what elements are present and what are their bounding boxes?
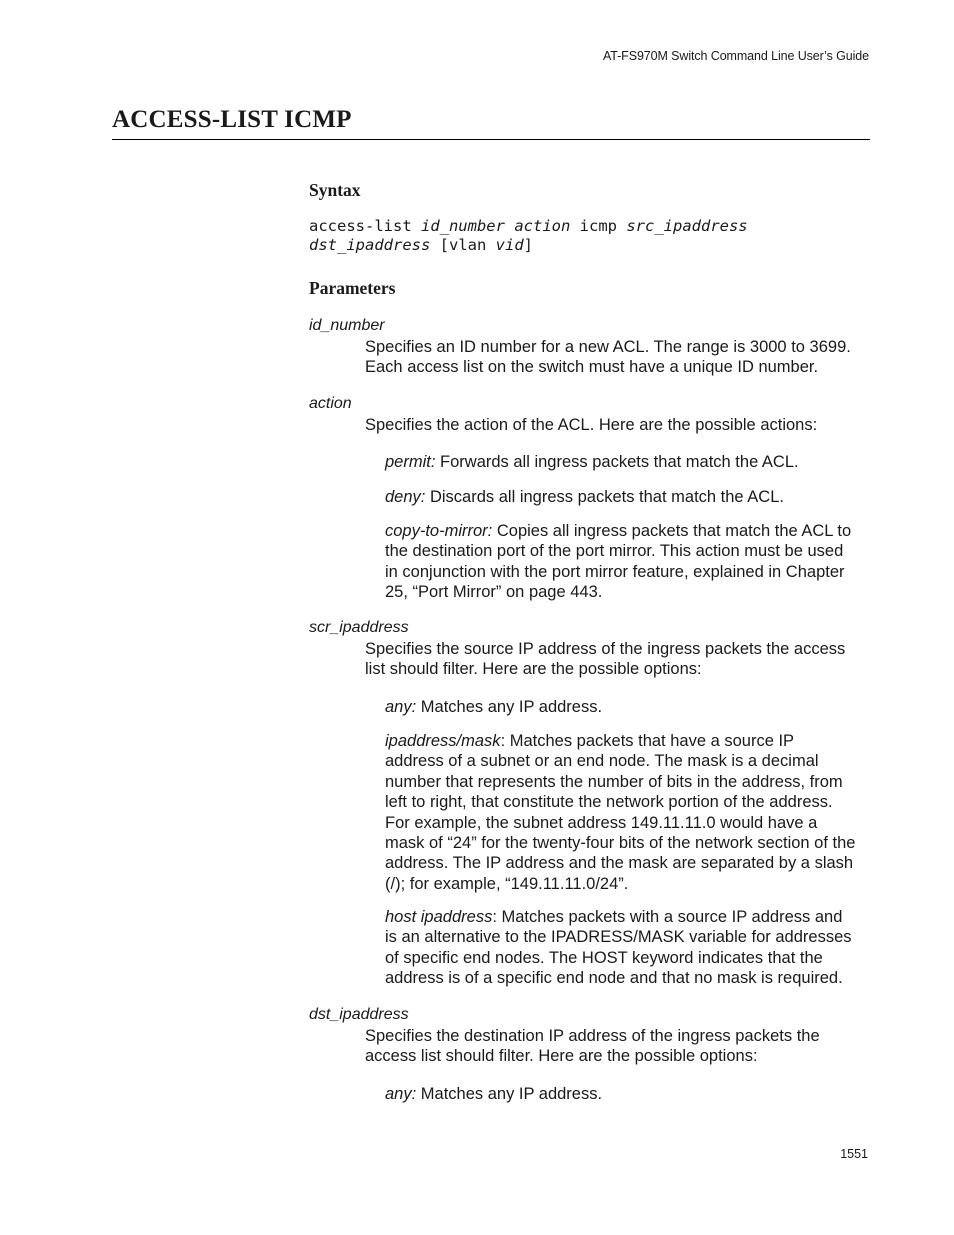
syntax-keyword: [vlan — [430, 236, 496, 254]
option-label: ipaddress/mask — [385, 732, 501, 750]
param-desc-dst-ipaddress — [365, 1026, 870, 1067]
syntax-keyword: ] — [523, 236, 533, 254]
title-divider — [112, 139, 870, 140]
param-term-id-number: id_number — [309, 317, 385, 334]
option-line: address is of a specific end node and that no mask is required. — [385, 969, 843, 988]
option-any-dst — [385, 1084, 875, 1104]
option-line: in conjunction with the port mirror feature, explained in Chapter — [385, 562, 845, 581]
option-label: any: — [385, 698, 417, 716]
desc-line: access list should filter. Here are the possible options: — [365, 1047, 758, 1066]
option-line: address. The IP address and the mask are separated by a slash — [385, 854, 854, 873]
option-copy-to-mirror — [385, 521, 875, 603]
option-label: copy-to-mirror: — [385, 522, 493, 540]
syntax-keyword: access-list — [309, 217, 421, 235]
option-text: Forwards all ingress packets that match the ACL. — [435, 453, 799, 471]
syntax-line-1 — [309, 216, 748, 236]
option-text: Matches any IP address. — [416, 698, 603, 716]
option-text: Copies all ingress packets that match the ACL to — [492, 522, 852, 540]
option-host-ipaddress — [385, 907, 875, 989]
option-line: number that represents the number of bits in the address, from — [385, 772, 843, 791]
option-text: Matches any IP address. — [416, 1085, 603, 1103]
running-header: AT-FS970M Switch Command Line User’s Guide — [602, 49, 869, 63]
desc-line: list should filter. Here are the possible options: — [365, 660, 702, 679]
option-label: deny: — [385, 488, 426, 506]
page-number: 1551 — [840, 1147, 868, 1161]
syntax-line-2 — [309, 235, 533, 255]
option-text: : Matches packets with a source IP address and — [492, 908, 843, 926]
desc-line: Each access list on the switch must have a unique ID number. — [365, 358, 819, 377]
option-ipaddress-mask — [385, 731, 875, 894]
desc-line: Specifies the source IP address of the ingress packets the access — [365, 640, 846, 658]
option-line: address of a subnet or an end node. The mask is a decimal — [385, 752, 819, 771]
syntax-arg: src_ipaddress — [626, 217, 748, 235]
param-term-src-ipaddress: scr_ipaddress — [309, 619, 409, 636]
syntax-arg: action — [514, 217, 571, 235]
syntax-heading: Syntax — [309, 180, 361, 200]
option-line: mask of “24” for the twenty-four bits of the network section of the — [385, 834, 856, 853]
syntax-arg: vid — [495, 236, 524, 254]
param-desc-src-ipaddress — [365, 639, 870, 680]
option-text: : Matches packets that have a source IP — [500, 732, 795, 750]
option-line — [385, 521, 875, 541]
option-line: (/); for example, “149.11.11.0/24”. — [385, 874, 629, 893]
desc-line: Specifies an ID number for a new ACL. The range is 3000 to 3699. — [365, 338, 851, 356]
desc-line: Specifies the destination IP address of the ingress packets the — [365, 1027, 820, 1045]
param-term-action: action — [309, 395, 352, 412]
option-line: the destination port of the port mirror. This action must be used — [385, 542, 844, 561]
option-label: permit: — [385, 453, 436, 471]
param-desc-action: Specifies the action of the ACL. Here are the possible actions: — [365, 416, 818, 434]
parameters-heading: Parameters — [309, 278, 396, 298]
page-title: ACCESS-LIST ICMP — [112, 106, 352, 133]
option-line: 25, “Port Mirror” on page 443. — [385, 583, 603, 602]
option-any-src — [385, 697, 875, 717]
option-line: of specific end nodes. The HOST keyword indicates that the — [385, 948, 823, 967]
option-line — [385, 907, 875, 927]
option-permit — [385, 452, 875, 472]
param-desc-id-number — [365, 337, 870, 378]
syntax-arg: id_number — [420, 217, 505, 235]
option-line: is an alternative to the IPADRESS/MASK variable for addresses — [385, 928, 852, 947]
option-line: For example, the subnet address 149.11.11.0 would have a — [385, 813, 818, 832]
syntax-arg: dst_ipaddress — [309, 236, 431, 254]
option-line: left to right, that constitute the network portion of the address. — [385, 793, 833, 812]
option-deny — [385, 487, 875, 507]
option-label: any: — [385, 1085, 417, 1103]
syntax-keyword: icmp — [570, 217, 627, 235]
option-line — [385, 731, 875, 751]
option-label: host ipaddress — [385, 908, 493, 926]
param-term-dst-ipaddress: dst_ipaddress — [309, 1006, 409, 1023]
option-text: Discards all ingress packets that match the ACL. — [425, 488, 784, 506]
